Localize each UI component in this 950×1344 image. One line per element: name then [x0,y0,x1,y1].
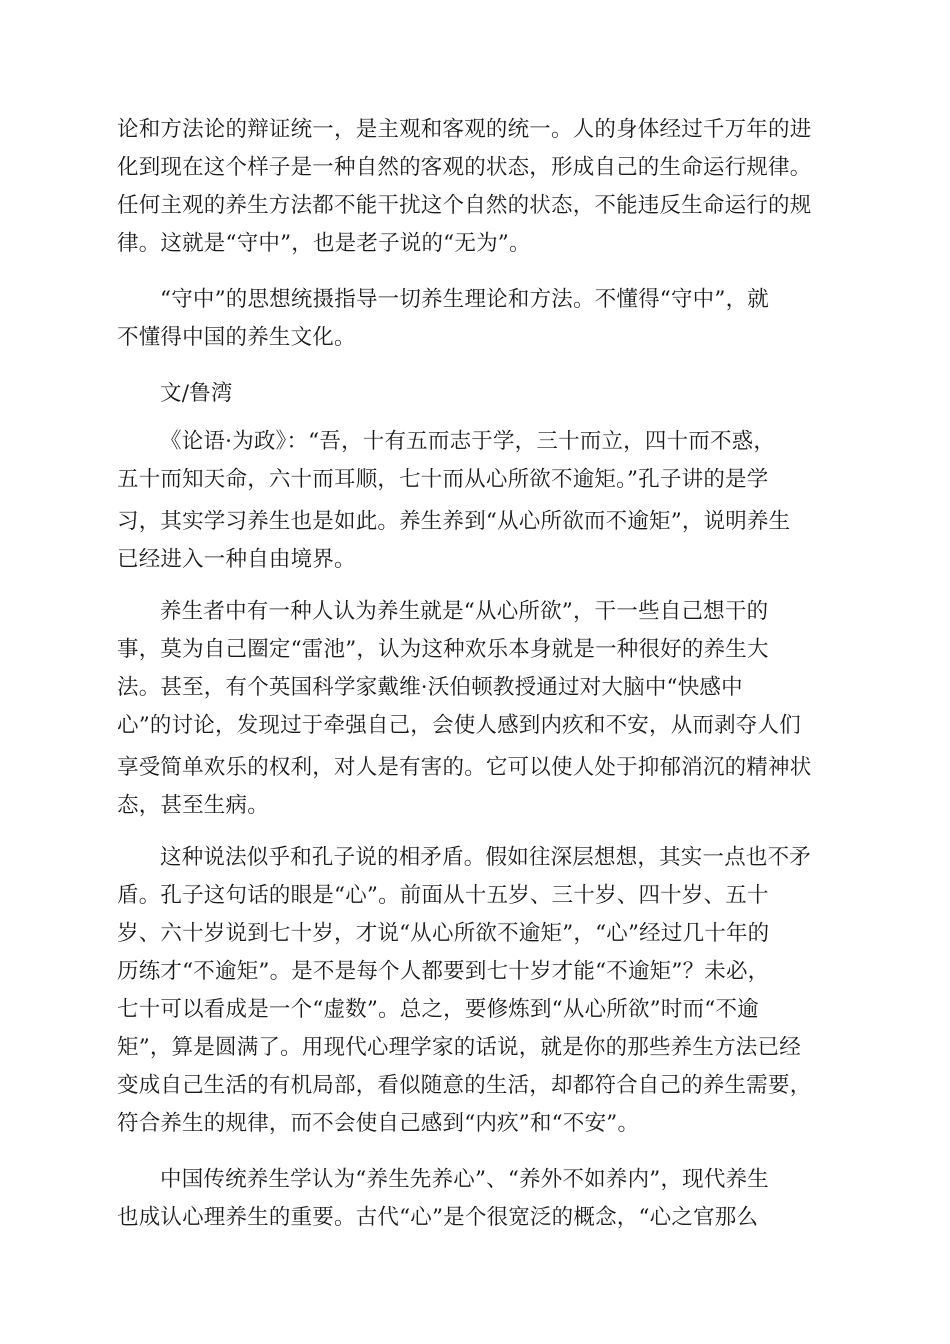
text-line: 七十可以看成是一个“虚数”。总之，要修炼到“从心所欲”时而“不逾 [117,997,759,1022]
text-line: 律。这就是“守中”，也是老子说的“无为”。 [117,231,531,256]
text-line: “守中”的思想统摄指导一切养生理论和方法。不懂得“守中”，就 [160,287,769,312]
text-line: 中国传统养生学认为“养生先养心”、“养外不如养内”，现代养生 [160,1167,769,1192]
text-line: 态，甚至生病。 [117,793,269,818]
text-line: 任何主观的养生方法都不能干扰这个自然的状态，不能违反生命运行的规 [117,193,812,218]
text-line: 享受简单欢乐的权利，对人是有害的。它可以使人处于抑郁消沉的精神状 [117,755,812,780]
text-line: 盾。孔子这句话的眼是“心”。前面从十五岁、三十岁、四十岁、五十 [117,883,769,908]
text-line: 不懂得中国的养生文化。 [117,325,356,350]
text-line: 矩”，算是圆满了。用现代心理学家的话说，就是你的那些养生方法已经 [117,1035,801,1060]
text-line: 变成自己生活的有机局部，看似随意的生活，却都符合自己的养生需要， [117,1073,812,1098]
text-line: 法。甚至，有个英国科学家戴维·沃伯顿教授通过对大脑中“快感中 [117,675,743,700]
text-line: 心”的讨论，发现过于牵强自己，会使人感到内疚和不安，从而剥夺人们 [117,713,801,738]
text-line: 也成认心理养生的重要。古代“心”是个很宽泛的概念，“心之官那么 [117,1205,759,1230]
text-line: 符合养生的规律，而不会使自己感到“内疚”和“不安”。 [117,1111,640,1136]
byline: 文/鲁湾 [160,381,233,406]
text-line: 习，其实学习养生也是如此。养生养到“从心所欲而不逾矩”，说明养生 [117,509,791,534]
text-line: 《论语·为政》：“吾，十有五而志于学，三十而立，四十而不惑， [160,429,776,454]
text-line: 论和方法论的辩证统一，是主观和客观的统一。人的身体经过千万年的进 [117,117,812,142]
text-line: 岁、六十岁说到七十岁，才说“从心所欲不逾矩”，“心”经过几十年的 [117,921,770,946]
text-line: 化到现在这个样子是一种自然的客观的状态，形成自己的生命运行规律。 [117,155,812,180]
text-line: 事，莫为自己圈定“雷池”，认为这种欢乐本身就是一种很好的养生大 [117,637,769,662]
text-line: 养生者中有一种人认为养生就是“从心所欲”，干一些自己想干的 [160,599,769,624]
text-line: 这种说法似乎和孔子说的相矛盾。假如往深层想想，其实一点也不矛 [160,845,812,870]
text-line: 五十而知天命，六十而耳顺，七十而从心所欲不逾矩。”孔子讲的是学 [117,467,769,492]
text-line: 历练才“不逾矩”。是不是每个人都要到七十岁才能“不逾矩”？未必， [117,959,770,984]
text-line: 已经进入一种自由境界。 [117,547,356,572]
